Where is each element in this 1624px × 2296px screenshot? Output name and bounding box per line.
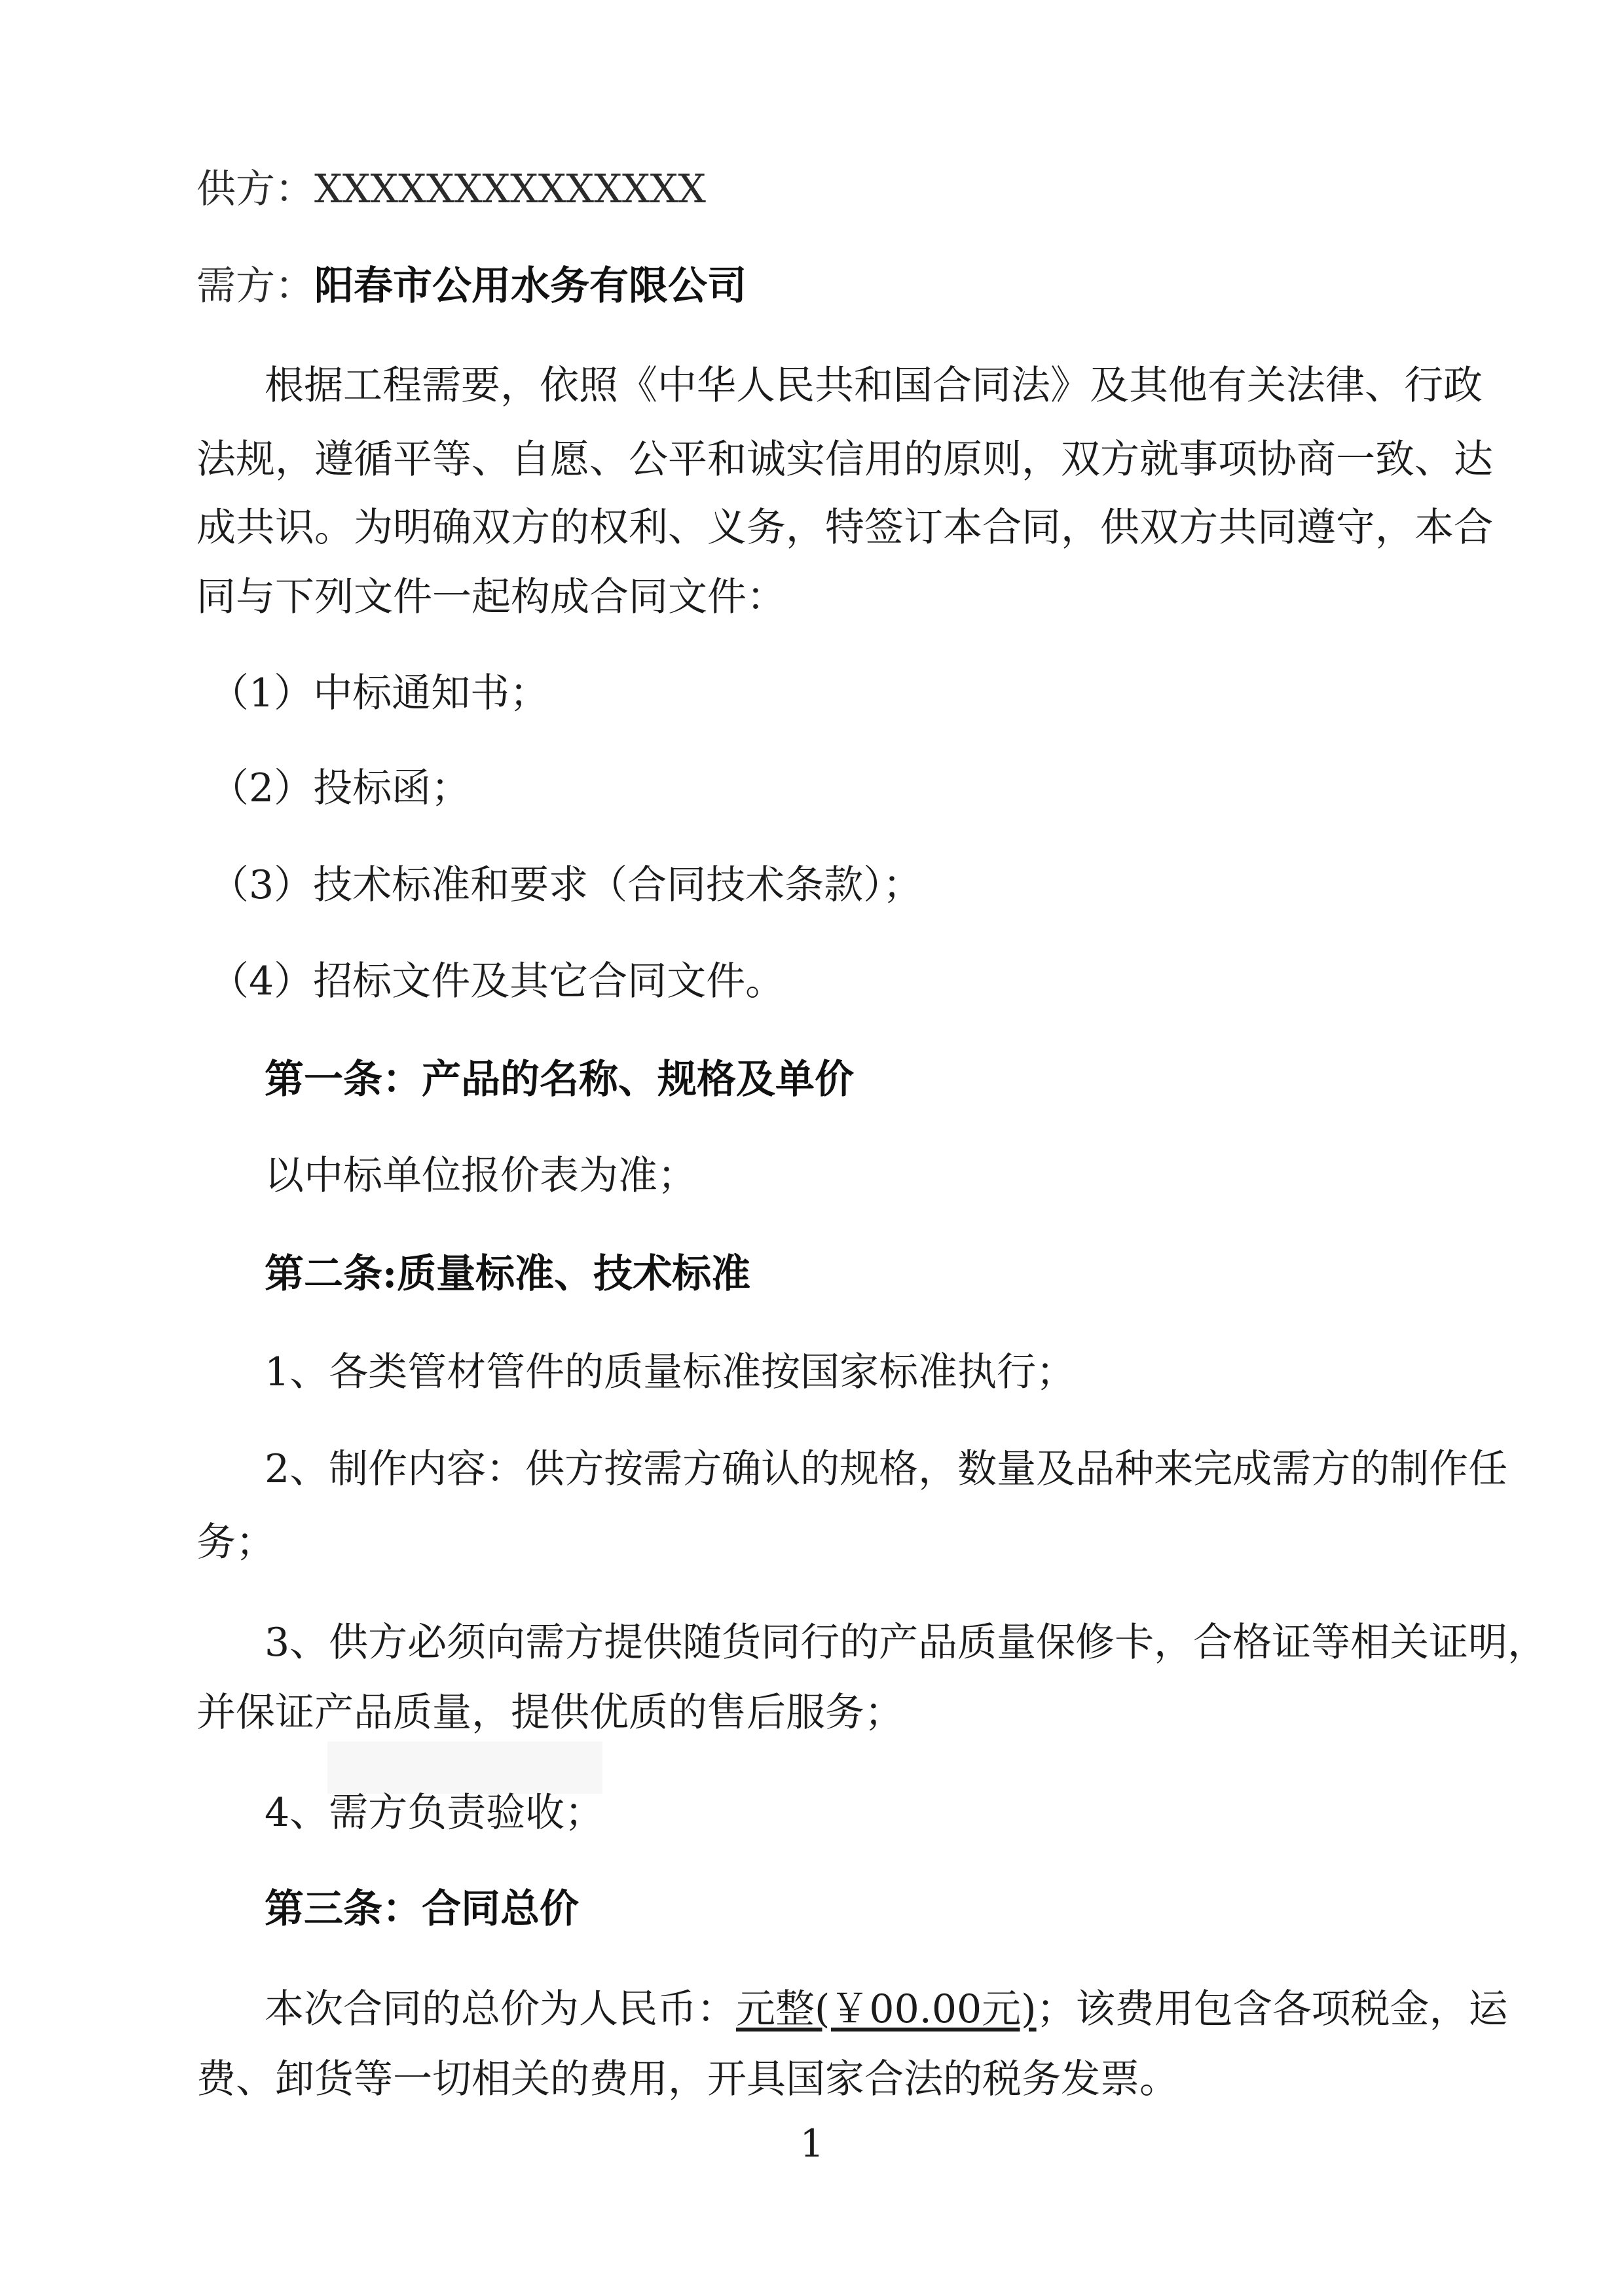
- buyer-label: 需方：: [196, 263, 314, 309]
- article2-item-3-line-2: 并保证产品质量，提供优质的售后服务；: [196, 1690, 904, 1736]
- article3-line-2: 费、卸货等一切相关的费用，开具国家合法的税务发票。: [196, 2056, 1179, 2102]
- intro-line-4: 同与下列文件一起构成合同文件：: [196, 574, 786, 620]
- article3-price-prefix: 本次合同的总价为人民币：: [265, 1986, 736, 2032]
- article2-item-2-line-1: 2、制作内容：供方按需方确认的规格，数量及品种来完成需方的制作任: [265, 1446, 1508, 1492]
- article2-item-4: 4、需方负责验收；: [265, 1790, 604, 1836]
- supplier-label: 供方：: [196, 166, 314, 212]
- article2-item-2-line-2: 务；: [196, 1520, 275, 1565]
- document-item: （3）技术标准和要求（合同技术条款）；: [210, 862, 923, 908]
- article2-title: 第二条:质量标准、技术标准: [265, 1251, 751, 1297]
- intro-line-2: 法规，遵循平等、自愿、公平和诚实信用的原则，双方就事项协商一致、达: [196, 437, 1493, 483]
- intro-line-1: 根据工程需要，依照《中华人民共和国合同法》及其他有关法律、行政: [265, 363, 1483, 409]
- buyer-value: 阳春市公用水务有限公司: [314, 263, 747, 309]
- supplier-line: [196, 167, 1460, 211]
- document-item: （4）招标文件及其它合同文件。: [210, 958, 785, 1004]
- buyer-line: [196, 264, 1460, 308]
- article2-item-1: 1、各类管材管件的质量标准按国家标准执行；: [265, 1349, 1076, 1395]
- article3-title: 第三条：合同总价: [265, 1886, 579, 1932]
- article3-line-1: [265, 1986, 1508, 2032]
- article3-price-suffix: ；该费用包含各项税金，运: [1036, 1986, 1508, 2032]
- supplier-value: XXXXXXXXXXXXXX: [314, 166, 707, 212]
- page-number: 1: [800, 2121, 824, 2166]
- article1-body: 以中标单位报价表为准；: [265, 1153, 697, 1199]
- document-item: （1）中标通知书；: [210, 670, 549, 716]
- article3-price-amount: 元整(￥00.00元): [736, 1986, 1037, 2032]
- article1-title: 第一条：产品的名称、规格及单价: [265, 1057, 854, 1102]
- scan-smudge: [327, 1741, 602, 1794]
- document-item: （2）投标函；: [210, 765, 471, 811]
- intro-line-3: 成共识。为明确双方的权利、义务，特签订本合同，供双方共同遵守，本合: [196, 505, 1493, 551]
- article2-item-3-line-1: 3、供方必须向需方提供随货同行的产品质量保修卡，合格证等相关证明，: [265, 1620, 1547, 1666]
